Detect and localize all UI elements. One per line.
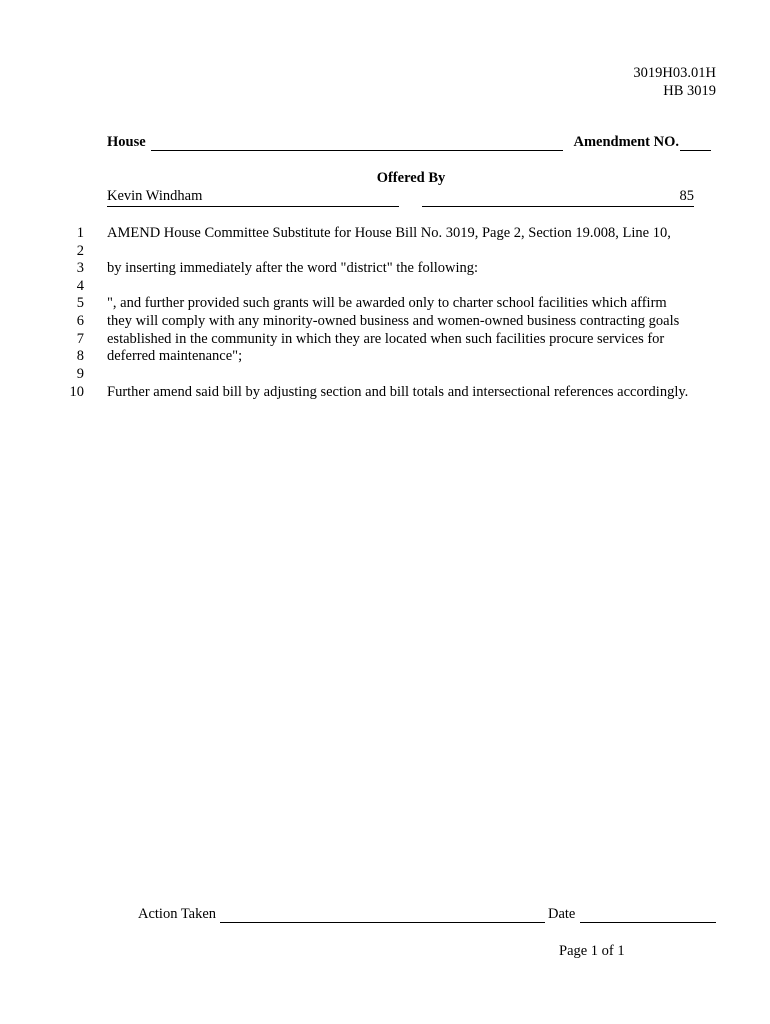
line-text: they will comply with any minority-owned business and women-owned business contracting goals: [107, 313, 680, 329]
date-label: Date: [548, 906, 576, 922]
action-taken-label: Action Taken: [138, 906, 217, 922]
line-text: established in the community in which they are located when such facilities procure services for: [107, 331, 665, 347]
amendment-header-row: [107, 134, 711, 154]
line-text: AMEND House Committee Substitute for House Bill No. 3019, Page 2, Section 19.008, Line 10,: [107, 225, 671, 241]
chamber-label: House: [107, 134, 146, 150]
line-number: 2: [76, 243, 84, 259]
line-number: 6: [76, 313, 84, 329]
bill-number: HB 3019: [663, 83, 716, 99]
action-taken-blank-line: [220, 922, 545, 923]
line-number: 1: [76, 225, 84, 241]
line-number: 4: [76, 278, 84, 294]
page-number: Page 1 of 1: [559, 943, 625, 959]
offered-by-label: Offered By: [376, 170, 446, 186]
line-number: 3: [76, 260, 84, 276]
sponsor-name: Kevin Windham: [107, 188, 203, 204]
district-number: 85: [679, 188, 694, 204]
district-field: [422, 188, 694, 207]
line-number: 8: [76, 348, 84, 364]
document-code: 3019H03.01H: [633, 65, 716, 81]
line-number: 5: [76, 295, 84, 311]
line-text: deferred maintenance";: [107, 348, 243, 364]
line-text: by inserting immediately after the word "district" the following:: [107, 260, 479, 276]
line-number: 9: [76, 366, 84, 382]
amendment-no-blank-line: [680, 150, 711, 151]
action-taken-row: [138, 906, 716, 926]
line-text: Further amend said bill by adjusting section and bill totals and intersectional references accordingly.: [107, 384, 689, 400]
line-number: 7: [76, 331, 84, 347]
line-text: ", and further provided such grants will be awarded only to charter school facilities which affirm: [107, 295, 667, 311]
amendment-no-label: Amendment NO.: [573, 134, 679, 150]
date-blank-line: [580, 922, 716, 923]
chamber-blank-line: [151, 150, 563, 151]
sponsor-name-field: [107, 188, 399, 207]
line-number: 10: [69, 384, 84, 400]
